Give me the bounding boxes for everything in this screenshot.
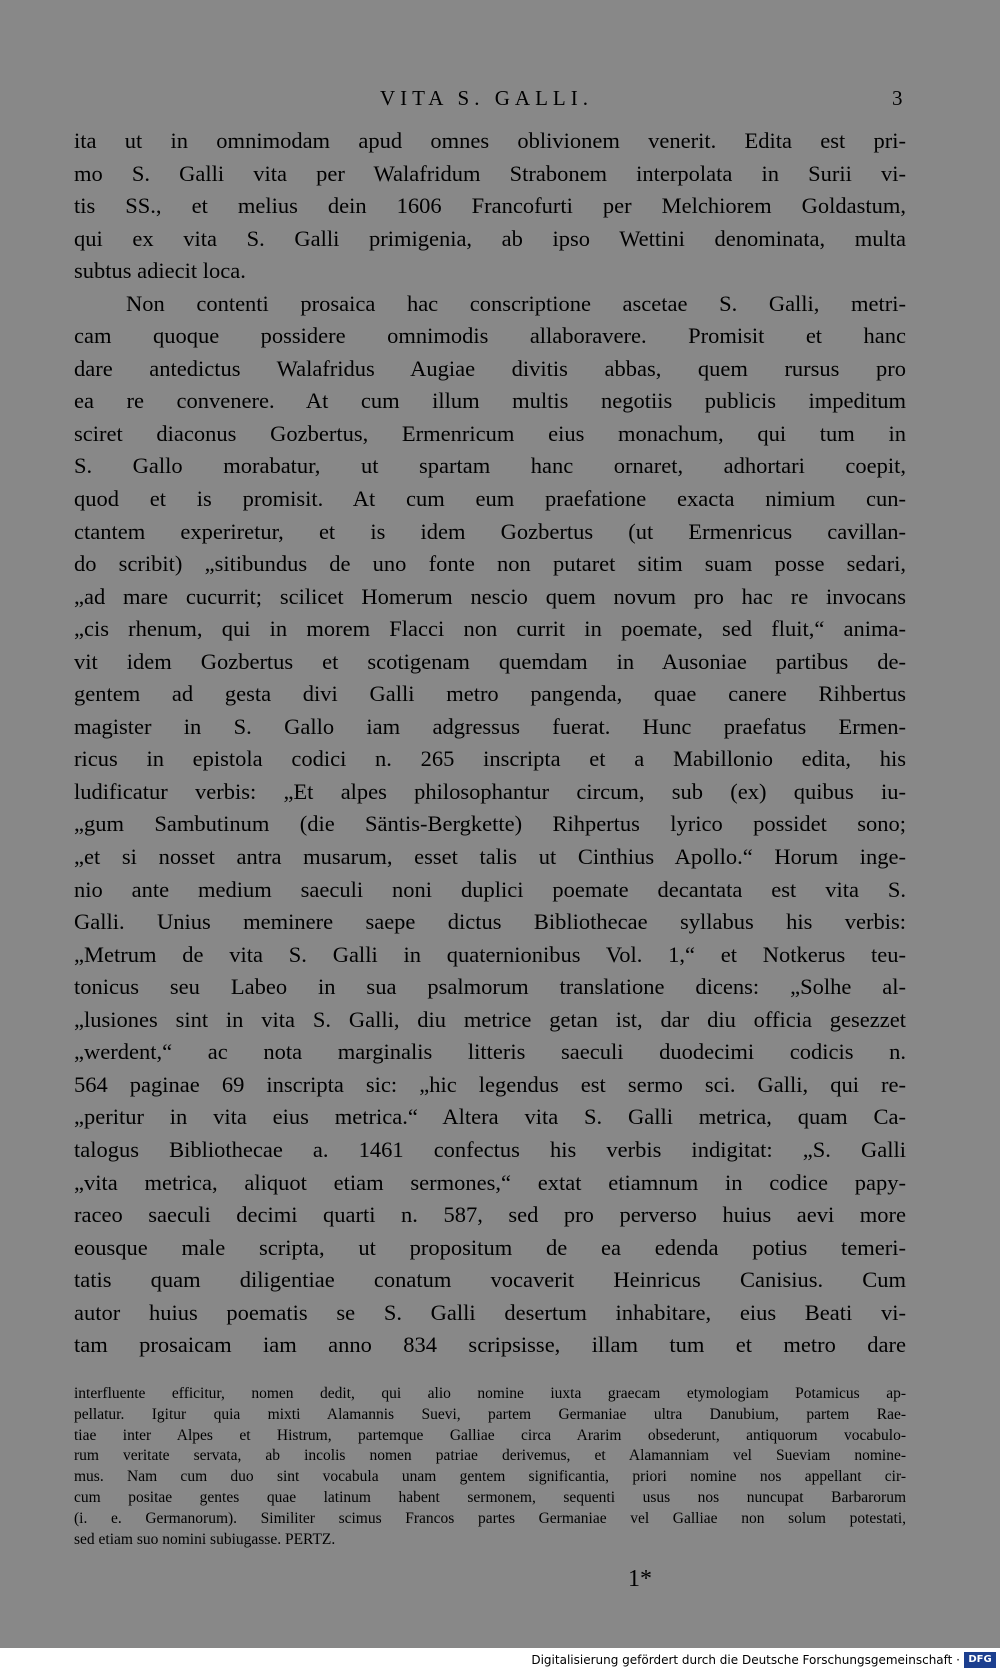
signature-mark: 1* — [628, 1566, 652, 1592]
body-line: tatis quam diligentiae conatum vocaverit Heinricus Canisius. Cum — [74, 1267, 906, 1293]
body-line: sciret diaconus Gozbertus, Ermenricum eius monachum, qui tum in — [74, 420, 906, 446]
footnote-line: rum veritate servata, ab incolis nomen patriae derivemus, et Alamanniam vel Sueviam nomine- — [74, 1447, 906, 1465]
body-line: mo S. Galli vita per Walafridum Strabonem interpolata in Surii vi- — [74, 160, 906, 186]
footnote-line: cum positae gentes quae latinum habent sermonem, sequenti usus nos nuncupat Barbarorum — [74, 1488, 906, 1506]
footnote-line: tiae inter Alpes et Histrum, partemque Galliae circa Ararim obsederunt, antiquorum vocabulo- — [74, 1426, 906, 1444]
body-line: subtus adiecit loca. — [74, 258, 246, 284]
body-line: Galli. Unius meminere saepe dictus Bibliothecae syllabus his verbis: — [74, 909, 906, 935]
body-line: ita ut in omnimodam apud omnes oblivionem venerit. Edita est pri- — [74, 128, 906, 153]
body-line: ricus in epistola codici n. 265 inscripta et a Mabillonio edita, his — [74, 746, 906, 772]
body-line: „peritur in vita eius metrica.“ Altera vita S. Galli metrica, quam Ca- — [74, 1104, 906, 1130]
body-line: „lusiones sint in vita S. Galli, diu metrice getan ist, dar diu officia gesezzet — [74, 1006, 906, 1032]
dfg-logo: DFG — [964, 1652, 996, 1668]
footnote-line: (i. e. Germanorum). Similiter scimus Francos partes Germaniae vel Galliae non solum potestati, — [74, 1509, 906, 1527]
body-line: tonicus seu Labeo in sua psalmorum translatione dicens: „Solhe al- — [74, 974, 906, 1000]
body-line: eousque male scripta, ut propositum de ea edenda potius temeri- — [74, 1234, 906, 1260]
body-line: S. Gallo morabatur, ut spartam hanc ornaret, adhortari coepit, — [74, 453, 906, 479]
body-line: „gum Sambutinum (die Säntis-Bergkette) Rihpertus lyrico possidet sono; — [74, 811, 906, 837]
footnote-line: mus. Nam cum duo sint vocabula unam gentem significantia, priori nomine nos appellant cir- — [74, 1468, 906, 1486]
body-line: „Metrum de vita S. Galli in quaternionibus Vol. 1,“ et Notkerus teu- — [74, 941, 906, 967]
body-line: 564 paginae 69 inscripta sic: „hic legendus est sermo sci. Galli, qui re- — [74, 1071, 906, 1097]
body-line: gentem ad gesta divi Galli metro pangenda, quae canere Rihbertus — [74, 681, 906, 707]
body-line: ludificatur verbis: „Et alpes philosophantur circum, sub (ex) quibus iu- — [74, 778, 906, 804]
footnote-line: interfluente efficitur, nomen dedit, qui alio nomine iuxta graecam etymologiam Potamicus ap- — [74, 1385, 906, 1402]
body-line: do scribit) „sitibundus de uno fonte non putaret sitim suam posse sedari, — [74, 551, 906, 577]
running-head-title: VITA S. GALLI. — [380, 86, 593, 110]
page-number: 3 — [892, 86, 903, 110]
body-line: tis SS., et melius dein 1606 Francofurti per Melchiorem Goldastum, — [74, 193, 906, 219]
body-line: „vita metrica, aliquot etiam sermones,“ extat etiamnum in codice papy- — [74, 1169, 906, 1195]
body-line: talogus Bibliothecae a. 1461 confectus his verbis indigitat: „S. Galli — [74, 1136, 906, 1162]
body-line: „ad mare cucurrit; scilicet Homerum nescio quem novum pro hac re invocans — [74, 583, 906, 609]
footnote — [74, 1384, 906, 1550]
body-line: autor huius poematis se S. Galli desertum inhabitare, eius Beati vi- — [74, 1299, 906, 1325]
body-line: „cis rhenum, qui in morem Flacci non currit in poemate, sed fluit,“ anima- — [74, 616, 906, 642]
footnote-line: sed etiam suo nomini subiugasse. PERTZ. — [74, 1530, 336, 1548]
body-line: magister in S. Gallo iam adgressus fuerat. Hunc praefatus Ermen- — [74, 713, 906, 739]
body-line: qui ex vita S. Galli primigenia, ab ipso Wettini denominata, multa — [74, 225, 906, 251]
running-head — [0, 86, 1000, 116]
body-line: nio ante medium saeculi noni duplici poemate decantata est vita S. — [74, 876, 906, 902]
body-line: dare antedictus Walafridus Augiae divitis abbas, quem rursus pro — [74, 355, 906, 381]
body-line: „et si nosset antra musarum, esset talis ut Cinthius Apollo.“ Horum inge- — [74, 844, 906, 870]
credit-text: Digitalisierung gefördert durch die Deutsche Forschungsgemeinschaft · — [531, 1653, 960, 1667]
body-line: ea re convenere. At cum illum multis negotiis publicis impeditum — [74, 388, 906, 414]
digitization-credit-bar — [0, 1648, 1000, 1673]
body-line: tam prosaicam iam anno 834 scripsisse, illam tum et metro dare — [74, 1332, 906, 1358]
body-line: cam quoque possidere omnimodis allaboravere. Promisit et hanc — [74, 323, 906, 349]
body-line: raceo saeculi decimi quarti n. 587, sed pro perverso huius aevi more — [74, 1202, 906, 1228]
footnote-line: pellatur. Igitur quia mixti Alamannis Suevi, partem Germaniae ultra Danubium, partem Rae- — [74, 1405, 906, 1423]
body-line: vit idem Gozbertus et scotigenam quemdam in Ausoniae partibus de- — [74, 648, 906, 674]
body-line: ctantem experiretur, et is idem Gozbertus (ut Ermenricus cavillan- — [74, 518, 906, 544]
body-line: „werdent,“ ac nota marginalis litteris saeculi duodecimi codicis n. — [74, 1039, 906, 1065]
body-line: Non contenti prosaica hac conscriptione ascetae S. Galli, metri- — [126, 290, 906, 316]
body-line: quod et is promisit. At cum eum praefatione exacta nimium cun- — [74, 486, 906, 512]
body-text — [74, 125, 906, 1362]
